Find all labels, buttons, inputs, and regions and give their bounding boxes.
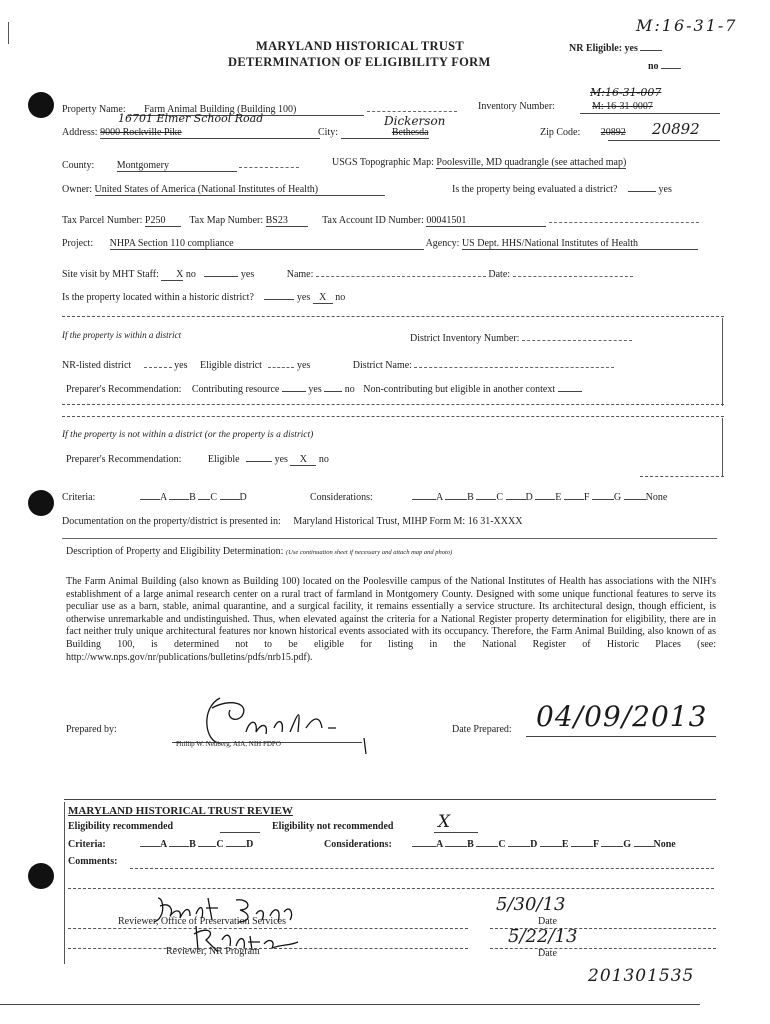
review-cons-e: E — [561, 839, 569, 850]
review-cons-f-blank[interactable] — [571, 846, 593, 847]
zip-handwritten: 20892 — [652, 120, 700, 138]
city-handwritten: Dickerson — [384, 114, 446, 128]
form-title-2: DETERMINATION OF ELIGIBILITY FORM — [228, 55, 491, 69]
zip-field[interactable] — [608, 140, 720, 141]
reviewer2-line[interactable] — [68, 948, 468, 949]
project-row — [62, 238, 698, 250]
considerations-options — [412, 492, 667, 503]
inventory-struck: M: 16-31-0007 — [592, 101, 653, 112]
agency-label: Agency: — [425, 238, 460, 249]
not-within-yes-blank[interactable] — [246, 461, 272, 462]
review-crit-a: A — [160, 839, 167, 850]
reviewer1-title: Reviewer, Office of Preservation Services — [118, 916, 286, 927]
contributing-yes-blank[interactable] — [282, 391, 306, 392]
review-cons-f: F — [592, 839, 599, 850]
review-crit-b: B — [189, 839, 196, 850]
usgs-value: Poolesville, MD quadrangle (see attached map) — [436, 157, 627, 168]
city-struck[interactable]: Bethesda — [341, 127, 429, 139]
historic-x[interactable]: X — [313, 292, 333, 304]
nr-eligible-label: NR Eligible: yes — [569, 43, 638, 54]
review-cons-g: G — [623, 839, 632, 850]
cons-b-blank[interactable] — [445, 499, 467, 500]
inventory-label: Inventory Number: — [478, 101, 555, 112]
review-crit-c-blank[interactable] — [198, 846, 216, 847]
elig-not-recommended: Eligibility not recommended — [272, 821, 394, 832]
comments-line-2[interactable] — [68, 888, 714, 889]
review-cons-c: C — [498, 839, 506, 850]
criteria-d: D — [239, 492, 247, 503]
review-crit-d-blank[interactable] — [226, 846, 246, 847]
elig-not-mark: X — [438, 812, 451, 832]
form-title-1: MARYLAND HISTORICAL TRUST — [256, 39, 465, 53]
cons-d: D — [525, 492, 533, 503]
usgs-label: USGS Topographic Map: — [332, 157, 434, 168]
comments-label: Comments: — [68, 856, 118, 867]
taxmap-label: Tax Map Number: — [189, 215, 264, 226]
not-within-bottom-rule — [640, 476, 724, 477]
property-name-dash — [367, 101, 457, 112]
site-visit-yes: yes — [240, 269, 255, 280]
historic-no: no — [335, 292, 346, 303]
review-cons-d-blank[interactable] — [508, 846, 530, 847]
cons-b: B — [467, 492, 474, 503]
reviewer2-date: 5/22/13 — [508, 926, 578, 947]
review-crit-b-blank[interactable] — [169, 846, 189, 847]
criteria-options — [140, 492, 247, 503]
comments-line-1[interactable] — [130, 868, 714, 869]
nr-eligible — [569, 43, 662, 54]
agency-field[interactable] — [462, 238, 698, 250]
review-criteria-label: Criteria: — [68, 839, 106, 850]
visit-date-field[interactable] — [513, 266, 633, 277]
county-row — [62, 157, 299, 172]
elig-recommended-blank[interactable] — [220, 832, 260, 833]
taxmap-value: BS23 — [265, 215, 288, 226]
within-district-heading: If the property is within a district — [62, 330, 182, 340]
contributing-no: no — [344, 384, 355, 395]
district-question: Is the property being evaluated a district? — [452, 184, 618, 195]
within-preparer-rec-label: Preparer's Recommendation: — [66, 384, 182, 395]
within-district-right-edge — [722, 318, 723, 406]
scan-edge-mark — [8, 22, 9, 44]
county-field[interactable] — [117, 160, 237, 172]
elig-recommended: Eligibility recommended — [68, 821, 174, 832]
not-within-no: no — [318, 454, 329, 465]
cons-c: C — [496, 492, 504, 503]
nr-no-label: no — [648, 61, 659, 72]
documentation-row — [62, 516, 522, 527]
not-within-right-edge — [722, 418, 723, 476]
not-within-top-rule — [62, 416, 724, 417]
historic-yes: yes — [296, 292, 311, 303]
taxmap-field[interactable] — [266, 215, 308, 227]
inventory-handwritten: M:16-31-007 — [590, 86, 662, 99]
page-bottom-rule — [0, 1004, 700, 1005]
contributing-label: Contributing resource — [191, 384, 280, 395]
visit-name-label: Name: — [286, 269, 314, 280]
owner-row — [62, 184, 385, 196]
cons-f-blank[interactable] — [564, 499, 584, 500]
district-question-row — [452, 184, 672, 195]
binder-hole-3 — [28, 863, 54, 889]
not-within-yes: yes — [274, 454, 288, 465]
review-cons-b-blank[interactable] — [445, 846, 467, 847]
account-label: Tax Account ID Number: — [322, 215, 424, 226]
historic-row — [62, 292, 345, 304]
cons-a-blank[interactable] — [412, 499, 436, 500]
review-cons-c-blank[interactable] — [476, 846, 498, 847]
zip-struck: 20892 — [600, 127, 626, 138]
criteria-a-blank[interactable] — [140, 499, 160, 500]
owner-field[interactable] — [95, 184, 385, 196]
stamp-number: 201301535 — [588, 966, 695, 986]
district-yes-blank[interactable] — [628, 191, 656, 192]
reviewer2-date-label: Date — [538, 948, 557, 959]
review-top-rule — [64, 799, 716, 800]
review-considerations-options — [412, 839, 676, 850]
contributing-yes: yes — [308, 384, 322, 395]
property-name-label: Property Name: — [62, 104, 126, 115]
reviewer1-date-label: Date — [538, 916, 557, 927]
criteria-d-blank[interactable] — [220, 499, 240, 500]
not-within-x[interactable]: X — [290, 454, 316, 466]
review-cons-a-blank[interactable] — [412, 846, 436, 847]
usgs-field[interactable] — [436, 157, 626, 169]
nr-no — [648, 61, 681, 72]
considerations-label: Considerations: — [310, 492, 373, 503]
prepared-by-label: Prepared by: — [66, 724, 117, 735]
tax-row — [62, 212, 699, 227]
site-visit-row — [62, 266, 633, 281]
cons-f: F — [583, 492, 590, 503]
noncontrib-blank[interactable] — [558, 391, 582, 392]
review-crit-a-blank[interactable] — [140, 846, 160, 847]
owner-label: Owner: — [62, 184, 92, 195]
parcel-field[interactable] — [145, 215, 181, 227]
cons-e-blank[interactable] — [535, 499, 555, 500]
within-district-bottom-rule — [62, 404, 724, 405]
district-yes-label: yes — [658, 184, 672, 195]
parcel-label: Tax Parcel Number: — [62, 215, 143, 226]
reviewer1-date: 5/30/13 — [496, 894, 566, 915]
description-label: Description of Property and Eligibility Determination: — [66, 546, 284, 557]
eligible-district-blank[interactable] — [268, 357, 294, 368]
city-row — [318, 127, 429, 139]
district-name-field[interactable] — [414, 357, 614, 368]
usgs-row — [332, 157, 626, 169]
review-title: MARYLAND HISTORICAL TRUST REVIEW — [68, 805, 293, 817]
cons-c-blank[interactable] — [476, 499, 496, 500]
eligible-district-yes: yes — [296, 360, 311, 371]
nr-yes-blank[interactable] — [640, 50, 662, 51]
visit-name-field[interactable] — [316, 266, 486, 277]
documentation-label: Documentation on the property/district is presented in: — [62, 516, 281, 527]
historic-yes-blank[interactable] — [264, 299, 294, 300]
contributing-row — [66, 384, 582, 395]
address-row — [62, 127, 320, 139]
address-struck[interactable]: 9000 Rockville Pike — [100, 127, 320, 139]
cons-e: E — [555, 492, 562, 503]
documentation-rule — [62, 538, 717, 539]
review-cons-g-blank[interactable] — [601, 846, 623, 847]
date-prepared-label: Date Prepared: — [452, 724, 512, 735]
account-field[interactable] — [426, 215, 546, 227]
county-label: County: — [62, 160, 95, 171]
criteria-c: C — [210, 492, 218, 503]
account-dash — [549, 212, 699, 223]
not-within-eligible-label: Eligible — [207, 454, 240, 465]
property-name-value: Farm Animal Building (Building 100) — [144, 104, 297, 115]
reviewer2-date-line[interactable] — [490, 948, 716, 949]
criteria-b: B — [189, 492, 196, 503]
project-field[interactable] — [110, 238, 424, 250]
description-note: (Use continuation sheet if necessary and attach map and photo) — [285, 549, 453, 556]
district-inv-field[interactable] — [522, 330, 632, 341]
inventory-field[interactable] — [580, 113, 720, 114]
address-handwritten: 16701 Elmer School Road — [118, 112, 264, 125]
date-prepared-line[interactable] — [526, 736, 716, 737]
account-value: 00041501 — [426, 215, 467, 226]
nr-listed-label: NR-listed district — [62, 360, 132, 371]
zip-label: Zip Code: — [540, 127, 581, 138]
district-name-label: District Name: — [352, 360, 412, 371]
not-within-preparer-rec-label: Preparer's Recommendation: — [66, 454, 182, 465]
contributing-no-blank[interactable] — [324, 391, 342, 392]
preparer-name: Phillip W. Neuberg, AIA, NIH FDPO — [176, 740, 281, 748]
not-within-rec-row — [66, 454, 329, 466]
nr-listed-row — [62, 357, 614, 371]
cons-g: G — [613, 492, 622, 503]
description-header — [66, 546, 452, 557]
criteria-label: Criteria: — [62, 492, 96, 503]
nr-no-blank[interactable] — [661, 68, 681, 69]
visit-date-label: Date: — [488, 269, 511, 280]
historic-question: Is the property located within a historic district? — [62, 292, 254, 303]
county-dash — [239, 157, 299, 168]
site-visit-label: Site visit by MHT Staff: — [62, 269, 159, 280]
eligible-district-label: Eligible district — [200, 360, 262, 371]
cons-none-blank[interactable] — [624, 499, 646, 500]
binder-hole-2 — [28, 490, 54, 516]
review-cons-d: D — [530, 839, 538, 850]
county-value: Montgomery — [116, 160, 169, 171]
nr-listed-blank[interactable] — [144, 357, 172, 368]
zip-row — [540, 127, 626, 138]
review-cons-e-blank[interactable] — [540, 846, 562, 847]
review-cons-none-blank[interactable] — [634, 846, 654, 847]
site-visit-x[interactable]: X — [161, 269, 183, 281]
reviewer2-title: Reviewer, NR Program — [166, 946, 260, 957]
review-crit-c: C — [216, 839, 224, 850]
nr-listed-yes: yes — [174, 360, 188, 371]
parcel-value: P250 — [144, 215, 166, 226]
cons-a: A — [436, 492, 443, 503]
city-label: City: — [318, 127, 339, 138]
not-within-heading: If the property is not within a district (or the property is a district) — [62, 430, 314, 440]
project-label: Project: — [62, 238, 94, 249]
address-label: Address: — [62, 127, 98, 138]
owner-value: United States of America (National Institutes of Health) — [94, 184, 319, 195]
cons-d-blank[interactable] — [506, 499, 526, 500]
corner-code: M:16-31-7 — [636, 16, 738, 35]
documentation-value: Maryland Historical Trust, MIHP Form M: 16 31-XXXX — [293, 516, 523, 527]
cons-g-blank[interactable] — [592, 499, 614, 500]
project-value: NHPA Section 110 compliance — [109, 238, 234, 249]
within-district-top-rule — [62, 316, 724, 317]
site-visit-yes-blank[interactable] — [204, 276, 238, 277]
review-criteria-options — [140, 839, 253, 850]
site-visit-no: no — [185, 269, 196, 280]
cons-none: None — [645, 492, 668, 503]
review-considerations-label: Considerations: — [324, 839, 392, 850]
district-inv-row — [410, 330, 632, 344]
elig-not-blank[interactable] — [434, 832, 478, 833]
criteria-a: A — [160, 492, 167, 503]
agency-value: US Dept. HHS/National Institutes of Health — [461, 238, 639, 249]
date-prepared-value: 04/09/2013 — [536, 700, 708, 733]
criteria-c-blank[interactable] — [198, 499, 210, 500]
review-cons-a: A — [436, 839, 443, 850]
criteria-b-blank[interactable] — [169, 499, 189, 500]
binder-hole-1 — [28, 92, 54, 118]
review-crit-d: D — [246, 839, 254, 850]
noncontrib-label: Non-contributing but eligible in another context — [363, 384, 556, 395]
description-text: The Farm Animal Building (also known as Building 100) located on the Poolesville campus of the National Institutes of Health has associations with the NIH's establishment of a large animal research center on a rural tract of farmland in Montgomery County. Designed with some unique functional features to serve its peculiar use as a barn, stable, animal quarantine, and a surgical facility, it remains essentially a service structure. Its architectural design, though efficient, is otherwise unremarkable and undistinguished. Thus, when elevated against the criteria for a National Register property determination for eligibility, there are in fact neither truly unique architectural features nor known historical events associated with its occupancy. Therefore, the Farm Animal Building, also known of as Building 100, is determined not to be eligible for listing in the National Register of Historic Places (see: http://www.nps.gov/nr/publications/bulletins/pdfs/nrb15.pdf). — [66, 576, 716, 663]
review-cons-b: B — [467, 839, 474, 850]
review-cons-none: None — [653, 839, 676, 850]
district-inv-label: District Inventory Number: — [410, 333, 520, 344]
